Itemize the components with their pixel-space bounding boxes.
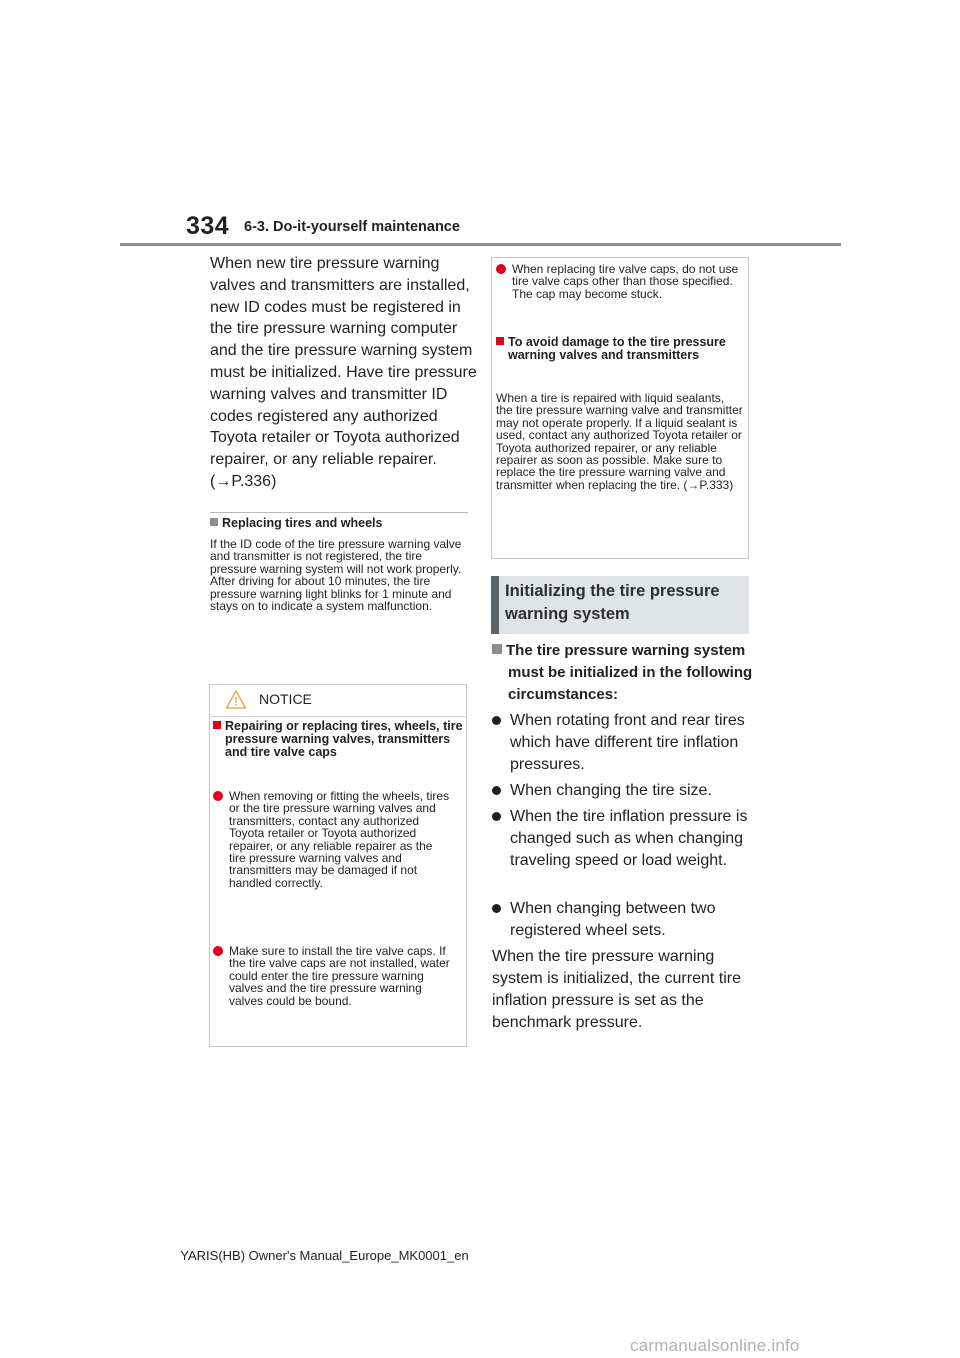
manual-footer: YARIS(HB) Owner's Manual_Europe_MK0001_en	[180, 1248, 469, 1263]
list-item	[492, 710, 754, 776]
intro-paragraph	[210, 253, 480, 493]
notice-bullet	[495, 263, 740, 300]
list-item-text: When changing the tire size.	[510, 782, 712, 799]
bullet-dot-icon	[492, 716, 501, 725]
watermark: carmanualsonline.info	[630, 1336, 800, 1355]
section-heading: Initializing the tire pressure warning system	[505, 582, 720, 623]
circumstances-heading	[492, 640, 766, 706]
list-item	[492, 780, 754, 802]
intro-text: When new tire pressure warning valves and transmitters are installed, new ID codes must be registered in the tire pressure warning computer and the tire pressure warning system must be initialized. Have tire pressure warning valves and transmitter ID codes registered any authorized Toyota retailer or Toyota authorized repairer, or any reliable repairer. (→P.336)	[210, 255, 477, 490]
replacing-tires-text: If the ID code of the tire pressure warning valve and transmitter is not registered, the tire pressure warning system will not work properly. After driving for about 10 minutes, the tire pressure warning light blinks for 1 minute and stays on to indicate a system malfunction.	[210, 537, 462, 614]
replacing-tires-title: Replacing tires and wheels	[222, 516, 383, 530]
section-title: 6-3. Do-it-yourself maintenance	[244, 219, 460, 235]
bullet-dot-icon	[492, 786, 501, 795]
warning-triangle-icon	[225, 689, 247, 711]
list-item-text: When changing between two registered wheel sets.	[510, 900, 716, 939]
square-bullet-icon	[213, 721, 221, 729]
notice-subtitle	[496, 336, 748, 362]
replacing-tires-heading	[210, 516, 382, 530]
bullet-dot-icon	[492, 812, 501, 821]
notice-bullet-text: When replacing tire valve caps, do not use tire valve caps other than those specified. The cap may become stuck.	[512, 262, 739, 301]
notice-body-text: When a tire is repaired with liquid sealants, the tire pressure warning valve and transmitter may not operate properly. If a liquid sealant is used, contact any authorized Toyota retailer or Toyota authorized repairer, or any reliable repairer as soon as possible. Make sure to replace the tire pressure warning valve and transmitter when replacing the tire. (→P.333)	[496, 391, 743, 492]
square-bullet-icon	[210, 518, 218, 526]
list-item	[492, 806, 754, 872]
list-item	[492, 898, 754, 942]
notice-bullet	[212, 790, 452, 889]
closing-paragraph: When the tire pressure warning system is initialized, the current tire inflation pressure is set as the benchmark pressure.	[492, 948, 741, 1031]
red-dot-icon	[213, 946, 223, 956]
bullet-dot-icon	[492, 904, 501, 913]
notice-header	[210, 685, 466, 717]
list-item-text: When rotating front and rear tires which have different tire inflation pressures.	[510, 712, 745, 773]
page-number: 334	[186, 212, 230, 240]
notice-subtitle	[213, 720, 465, 758]
notice-label: NOTICE	[259, 691, 312, 707]
square-bullet-icon	[496, 337, 504, 345]
list-item-text: When the tire inflation pressure is changed such as when changing traveling speed or load weight.	[510, 808, 748, 869]
notice-bullet	[212, 945, 452, 1007]
notice-subtitle-text: To avoid damage to the tire pressure warning valves and transmitters	[508, 335, 726, 362]
red-dot-icon	[496, 264, 506, 274]
square-bullet-icon	[492, 644, 502, 654]
notice-bullet-text: When removing or fitting the wheels, tires or the tire pressure warning valves and transmitters, contact any authorized Toyota retailer or Toyota authorized repairer, or any reliable repairer as the tire pressure warning valves and transmitters may be damaged if not handled correctly.	[229, 789, 450, 890]
red-dot-icon	[213, 791, 223, 801]
notice-bullet-text: Make sure to install the tire valve caps. If the tire valve caps are not installed, water could enter the tire pressure warning valves and the tire pressure warning valves could be bound.	[229, 944, 450, 1008]
notice-subtitle-text: Repairing or replacing tires, wheels, tire pressure warning valves, transmitters and tire valve caps	[225, 719, 463, 759]
circumstances-heading-text: The tire pressure warning system must be initialized in the following circumstances:	[506, 642, 753, 703]
header-divider	[120, 243, 841, 246]
subsection-divider	[210, 512, 468, 513]
